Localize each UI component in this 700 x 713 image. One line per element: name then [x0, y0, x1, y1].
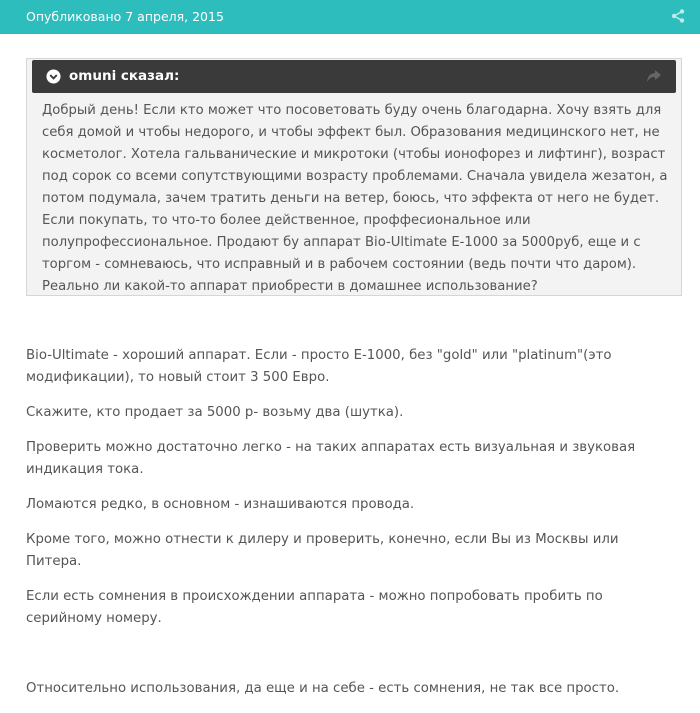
post-content: [26, 345, 678, 713]
quote-text: Добрый день! Если кто может что посоветовать буду очень благодарна. Хочу взять для себя домой и чтобы недорого, и чтобы эффект был. Образования медицинского нет, не косметолог. Хотела гальванические и микротоки (чтобы ионофорез и лифтинг), возраст под сорок со всеми сопутствующими возрасту проблемами. Сначала увидела жезатон, а потом подумала, зачем тратить деньги на ветер, боюсь, что эффекта от него не будет. Если покупать, то что-то более действенное, проффесиональное или полупрофессиональное. Продают бу аппарат Bio-Ultimate E-1000 за 5000руб, еще и с торгом - сомневаюсь, что исправный и в рабочем состоянии (ведь почти что даром). Реально ли какой-то аппарат приобрести в домашнее использование?: [42, 103, 668, 294]
published-date: Опубликовано 7 апреля, 2015: [26, 9, 224, 24]
reply-paragraph: Bio-Ultimate - хороший аппарат. Если - просто Е-1000, без "gold" или "platinum"(это модификации), то новый стоит 3 500 Евро.: [26, 348, 612, 385]
share-icon[interactable]: [670, 8, 686, 24]
quote-author: omuni сказал:: [69, 68, 180, 84]
reply-arrow-icon[interactable]: [646, 69, 662, 83]
reply-paragraph: Ломаются редко, в основном - изнашиваются провода.: [26, 497, 415, 512]
quote-header: [32, 60, 676, 93]
reply-paragraph: Скажите, кто продает за 5000 р- возьму два (шутка).: [26, 405, 404, 420]
quote-block: [26, 58, 682, 296]
chevron-circle-down-icon[interactable]: [46, 69, 61, 84]
reply-paragraph: Если есть сомнения в происхождении аппарата - можно попробовать пробить по серийному номеру.: [26, 589, 603, 626]
reply-paragraph: Кроме того, можно отнести к дилеру и проверить, конечно, если Вы из Москвы или Питера.: [26, 532, 619, 569]
reply-paragraph: Проверить можно достаточно легко - на таких аппаратах есть визуальная и звуковая индикация тока.: [26, 440, 636, 477]
post-header-bar: [0, 0, 700, 34]
reply-paragraph: Относительно использования, да еще и на себе - есть сомнения, не так все просто.: [26, 681, 620, 696]
